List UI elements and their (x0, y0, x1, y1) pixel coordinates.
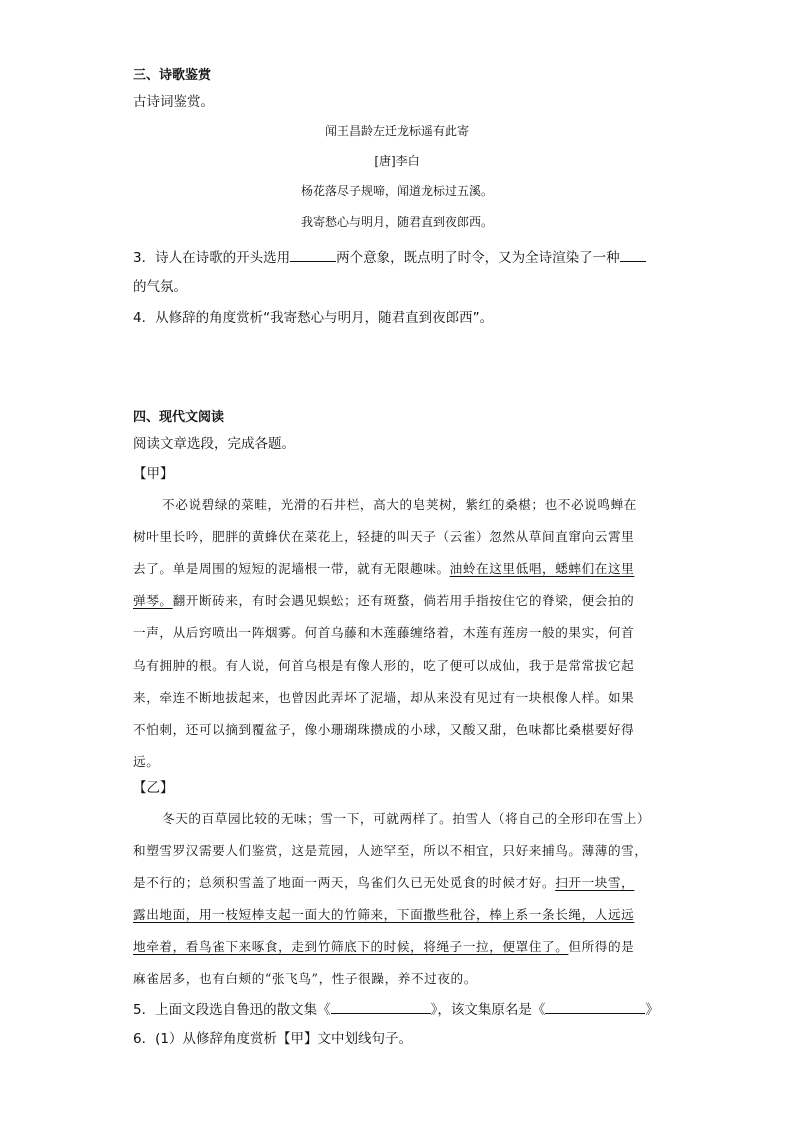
passage-jia-line (133, 590, 634, 609)
passage-jia-text: 翻开断砖来，有时会遇见蜈蚣；还有斑蝥，倘若用手指按住它的脊梁，便会拍的 (172, 593, 635, 608)
underlined-sentence: 露出地面，用一枝短棒支起一面大的竹筛来，下面撒些秕谷，棒上系一条长绳，人远远 (133, 907, 635, 922)
underlined-sentence: 地牵着，看鸟雀下来啄食，走到竹筛底下的时候，将绳子一拉，便罩住了。 (133, 939, 569, 954)
answer-blank[interactable] (545, 1001, 645, 1014)
poem-line-1: 杨花落尽子规啼，闻道龙标过五溪。 (300, 184, 493, 198)
passage-yi-line: 和塑雪罗汉需要人们鉴赏，这是荒园，人迹罕至，所以不相宜，只好来捕鸟。薄薄的雪， (133, 843, 648, 858)
passage-jia-line: 远。 (133, 754, 160, 769)
passage-yi-text: 是不行的；总须积雪盖了地面一两天，鸟雀们久已无处觅食的时候才好。 (133, 875, 556, 890)
underlined-sentence: 扫开一块雪， (555, 875, 635, 890)
section-4-title: 四、现代文阅读 (133, 410, 225, 425)
passage-yi-line (133, 936, 634, 955)
section-3-intro: 古诗词鉴赏。 (133, 94, 214, 110)
passage-yi-text: 但所得的是 (568, 939, 635, 954)
question-5-part-c: 》 (645, 1002, 659, 1018)
passage-jia-line: 不必说碧绿的菜畦，光滑的石井栏，高大的皂荚树，紫红的桑椹；也不必说鸣蝉在 (162, 497, 637, 512)
poem-title: 闻王昌龄左迁龙标遥有此寄 (324, 124, 469, 138)
question-3-part-a: 3．诗人在诗歌的开头选用 (133, 250, 291, 266)
poem-line-2: 我寄愁心与明月，随君直到夜郎西。 (300, 215, 493, 229)
passage-yi-line (133, 872, 634, 891)
answer-blank[interactable] (331, 1001, 431, 1014)
question-3-part-b: 两个意象，既点明了时令，又为全诗渲染了一种 (336, 250, 620, 266)
question-6: 6．(1）从修辞角度赏析【甲】文中划线句子。 (133, 1031, 412, 1047)
passage-jia-line: 不怕刺，还可以摘到覆盆子，像小珊瑚珠攒成的小球，又酸又甜，色味都比桑椹要好得 (133, 722, 635, 737)
passage-jia-line: 来，牵连不断地拔起来，也曾因此弄坏了泥墙，却从来没有见过有一块根像人样。如果 (133, 690, 635, 705)
question-5-part-b: 》，该文集原名是《 (430, 1002, 546, 1018)
question-3 (133, 246, 646, 266)
question-5 (133, 998, 659, 1018)
passage-jia-line: 乌有拥肿的根。有人说，何首乌根是有像人形的，吃了便可以成仙，我于是常常拔它起 (133, 658, 635, 673)
passage-yi-line: 冬天的百草园比较的无味；雪一下，可就两样了。拍雪人（将自己的全形印在雪上） (162, 811, 651, 826)
poem-author: [唐]李白 (374, 154, 420, 168)
passage-jia-text: 去了。单是周围的短短的泥墙根一带，就有无限趣味。 (133, 561, 450, 576)
passage-jia-line: 树叶里长吟，肥胖的黄蜂伏在菜花上，轻捷的叫天子（云雀）忽然从草间直窜向云霄里 (133, 529, 635, 544)
underlined-sentence: 弹琴。 (133, 593, 173, 608)
question-5-part-a: 5．上面文段选自鲁迅的散文集《 (133, 1002, 331, 1018)
passage-jia-line: 一声，从后窍喷出一阵烟雾。何首乌藤和木莲藤缠络着，木莲有莲房一般的果实，何首 (133, 625, 635, 640)
answer-blank[interactable] (620, 249, 646, 262)
question-4: 4．从修辞的角度赏析“我寄愁心与明月，随君直到夜郎西”。 (133, 310, 494, 326)
passage-jia-line (133, 558, 634, 577)
section-4-intro: 阅读文章选段，完成各题。 (133, 436, 295, 452)
passage-yi-label: 【乙】 (133, 780, 174, 796)
underlined-sentence: 油蛉在这里低唱，蟋蟀们在这里 (449, 561, 635, 576)
passage-yi-line (133, 904, 634, 923)
passage-yi-line: 麻雀居多，也有白颊的“张飞鸟”，性子很躁，养不过夜的。 (133, 971, 477, 986)
question-3-continued: 的气氛。 (133, 279, 187, 295)
passage-jia-label: 【甲】 (133, 466, 174, 482)
answer-blank[interactable] (290, 249, 336, 262)
section-3-title: 三、诗歌鉴赏 (133, 68, 212, 83)
